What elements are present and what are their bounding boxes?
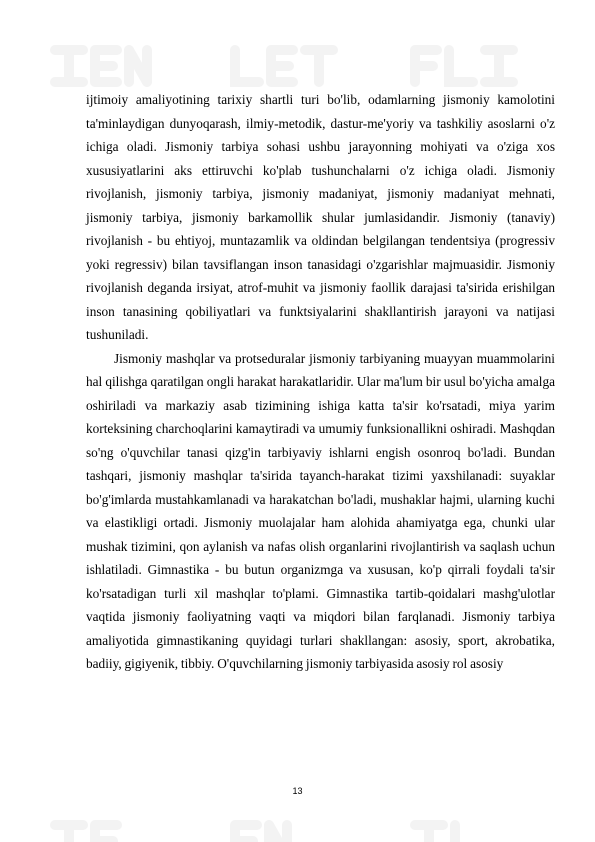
body-paragraph-1: ijtimoiy amaliyotining tarixiy shartli turi bo'lib, odamlarning jismoniy kamolotini ta'minlaydigan dunyoqarash, ilmiy-metodik, dastur-me'yoriy va tashkiliy asoslarni o'z ichiga oladi. Jismoniy tarbiya sohasi ushbu jarayonning mohiyati va o'ziga xos xususiyatlarini aks ettiruvchi ko'plab tushunchalarni o'z ichiga oladi. Jismoniy rivojlanish, jismoniy tarbiya, jismoniy madaniyat, jismoniy madaniyat mehnati, jismoniy tarbiya, jismoniy barkamollik shular jumlasidandir. Jismoniy (tanaviy) rivojlanish - bu ehtiyoj, muntazamlik va oldindan belgilangan tendentsiya (progressiv yoki regressiv) bilan tavsiflangan inson tanasidagi o'zgarishlar majmuasidir. Jismoniy rivojlanish deganda irsiyat, atrof-muhit va jismoniy faollik darajasi ta'sirida erishilgan inson tanasining qobiliyatlari va funktsiyalarini shakllantirish jarayoni va natijasi tushuniladi.: [86, 92, 555, 342]
page-number: 13: [292, 786, 303, 796]
document-body: [86, 88, 555, 676]
body-paragraph-2: Jismoniy mashqlar va protseduralar jismoniy tarbiyaning muayyan muammolarini hal qilishga qaratilgan ongli harakat harakatlaridir. Ular ma'lum bir usul bo'yicha amalga oshiriladi va markaziy asab tizimining ishiga katta ta'sir ko'rsatadi, miya yarim korteksining charchoqlarini kamaytiradi va umumiy funksionallikni oshiradi. Mashqdan so'ng o'quvchilar tanasi qizg'in tarbiyaviy ishlarni engish osonroq bo'ladi. Bundan tashqari, jismoniy mashqlar ta'sirida tayanch-harakat tizimi yaxshilanadi: suyaklar bo'g'imlarda mustahkamlanadi va harakatchan bo'ladi, mushaklar hajmi, ularning kuchi va elastikligi ortadi. Jismoniy muolajalar ham alohida ahamiyatga ega, chunki ular mushak tizimini, qon aylanish va nafas olish organlarini rivojlantirish va saqlash uchun ishlatiladi. Gimnastika - bu butun organizmga va xususan, ko'p qirrali foydali ta'sir ko'rsatadigan turli xil mashqlar to'plami. Gimnastika tartib-qoidalari mashg'ulotlar vaqtida jismoniy faoliyatning vaqti va miqdori bilan farqlanadi. Jismoniy tarbiya amaliyotida gimnastikaning quyidagi turlari shakllangan: asosiy, sport, akrobatika, badiiy, gigiyenik, tibbiy. O'quvchilarning jismoniy tarbiyasida asosiy rol asosiy: [86, 350, 555, 671]
